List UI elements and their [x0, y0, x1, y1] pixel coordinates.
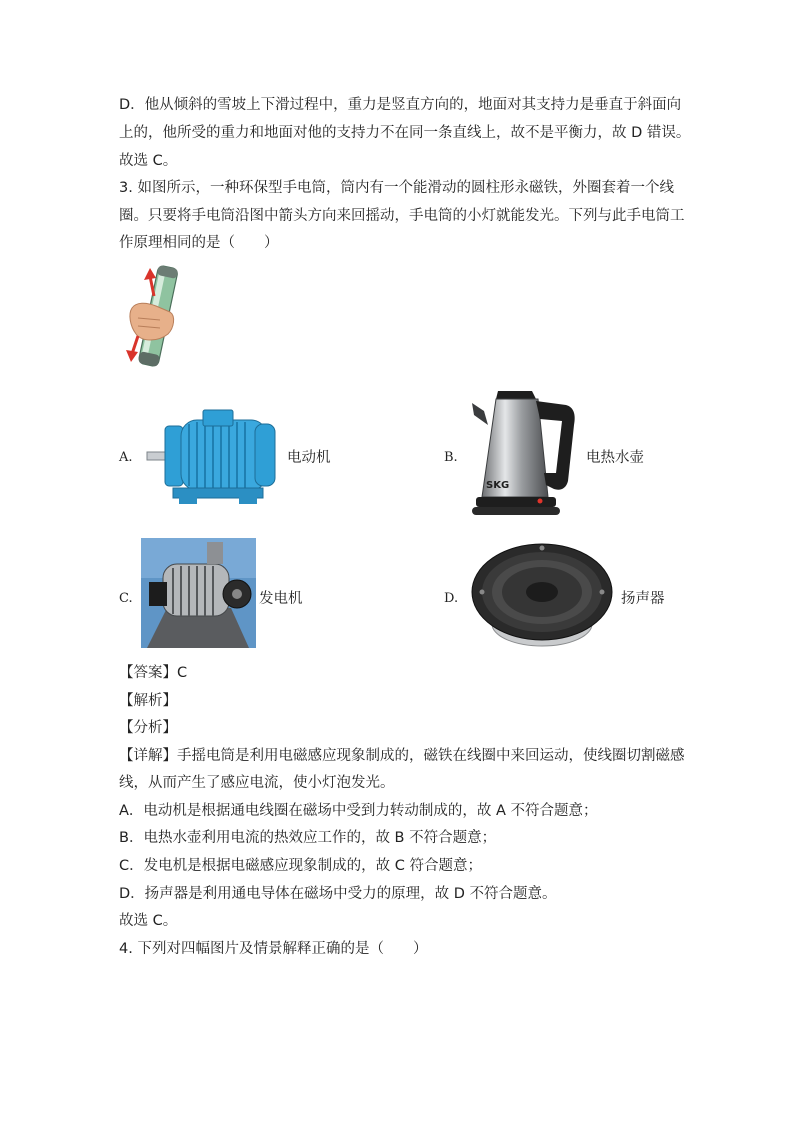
- question-4-line: 4. 下列对四幅图片及情景解释正确的是（ ）: [119, 941, 428, 957]
- shake-flashlight-figure: [122, 262, 194, 372]
- answer-label: 【答案】C: [119, 665, 188, 681]
- breakdown-label: 【分析】: [119, 720, 177, 736]
- question-3-line-1: 3. 如图所示，一种环保型手电筒，筒内有一个能滑动的圆柱形永磁铁，外圈套着一个线: [119, 180, 674, 196]
- option-b-caption: 电热水壶: [586, 450, 644, 466]
- detail-option-a: A．电动机是根据通电线圈在磁场中受到力转动制成的，故 A 不符合题意；: [119, 803, 598, 819]
- text-line-2: 上的，他所受的重力和地面对他的支持力不在同一条直线上，故不是平衡力，故 D 错误。: [119, 125, 691, 141]
- option-a-letter: A.: [119, 450, 133, 465]
- text-line-3: 故选 C。: [119, 153, 178, 169]
- option-d-caption: 扬声器: [621, 591, 665, 607]
- text-line-1: D．他从倾斜的雪坡上下滑过程中，重力是竖直方向的，地面对其支持力是垂直于斜面向: [119, 97, 682, 113]
- option-a-caption: 电动机: [287, 450, 331, 466]
- detail-line-2: 线，从而产生了感应电流，使小灯泡发光。: [119, 775, 395, 791]
- option-d-letter: D.: [444, 591, 459, 606]
- electric-kettle-image: [470, 385, 580, 525]
- option-b-letter: B.: [444, 450, 458, 465]
- question-3-line-3: 作原理相同的是（ ）: [119, 235, 279, 251]
- option-c-caption: 发电机: [259, 591, 303, 607]
- detail-option-c: C．发电机是根据电磁感应现象制成的，故 C 符合题意；: [119, 858, 482, 874]
- question-3-line-2: 圈。只要将手电筒沿图中箭头方向来回摇动，手电筒的小灯就能发光。下列与此手电筒工: [119, 208, 685, 224]
- loudspeaker-image: [470, 540, 616, 650]
- electric-motor-image: [143, 408, 283, 508]
- option-c-letter: C.: [119, 591, 133, 606]
- detail-option-b: B．电热水壶利用电流的热效应工作的，故 B 不符合题意；: [119, 830, 497, 846]
- kettle-brand-label: SKG: [486, 480, 510, 491]
- final-choice: 故选 C。: [119, 913, 178, 929]
- detail-option-d: D．扬声器是利用通电导体在磁场中受力的原理，故 D 不符合题意。: [119, 886, 557, 902]
- analysis-label: 【解析】: [119, 693, 177, 709]
- generator-image: [141, 538, 256, 648]
- detail-line-1: 【详解】手摇电筒是利用电磁感应现象制成的，磁铁在线圈中来回运动，使线圈切割磁感: [119, 748, 685, 764]
